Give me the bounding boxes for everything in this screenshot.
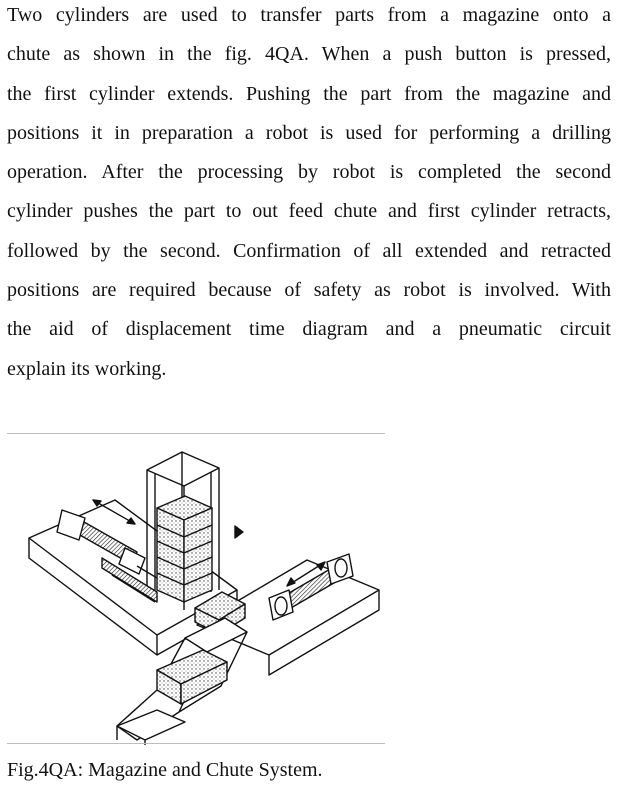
marker-glyph — [235, 526, 243, 538]
question-line: the first cylinder extends. Pushing the part from the magazine and — [7, 82, 611, 105]
question-line: explain its working. — [7, 357, 167, 380]
question-line: chute as shown in the fig. 4QA. When a push button is pressed, — [7, 43, 611, 66]
figure-bottom-rule — [7, 743, 385, 744]
magazine-chute-illustration — [7, 440, 385, 745]
question-line: positions are required because of safety as robot is involved. With — [7, 279, 611, 302]
figure-caption: Fig.4QA: Magazine and Chute System. — [7, 759, 323, 781]
question-line: Two cylinders are used to transfer parts from a magazine onto a — [7, 4, 611, 26]
question-paragraph — [7, 0, 611, 393]
stacked-parts — [157, 496, 212, 602]
question-line: cylinder pushes the part to out feed chute and first cylinder retracts, — [7, 200, 611, 223]
question-line: positions it in preparation a robot is used for performing a drilling — [7, 121, 611, 144]
question-line: followed by the second. Confirmation of all extended and retracted — [7, 239, 611, 262]
question-line: the aid of displacement time diagram and a pneumatic circuit — [7, 318, 611, 341]
question-line: operation. After the processing by robot is completed the second — [7, 161, 611, 184]
figure-top-rule — [7, 433, 385, 434]
